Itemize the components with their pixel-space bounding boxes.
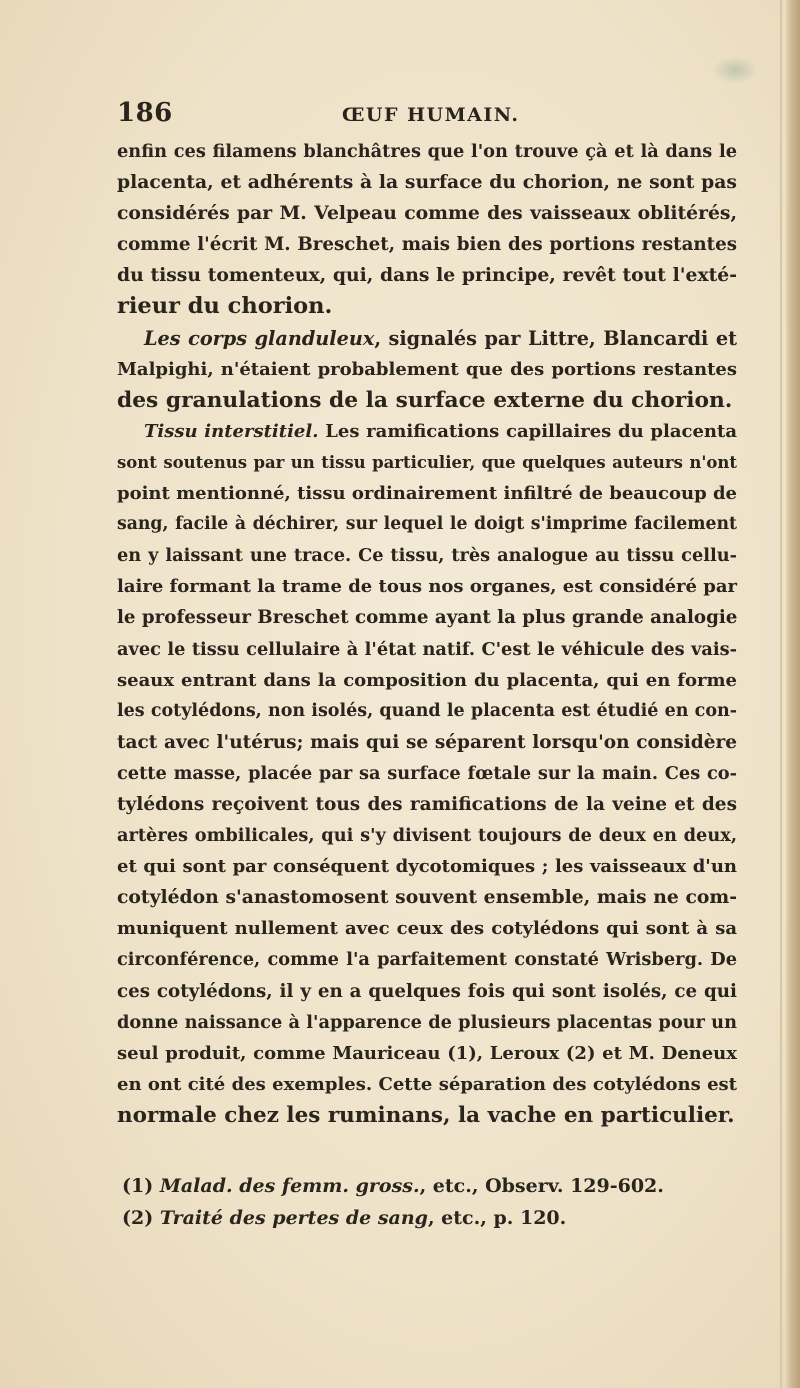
italic-lead: Les corps glanduleux <box>144 326 375 350</box>
text-line: les cotylédons, non isolés, quand le placenta est étudié en con- <box>117 700 737 721</box>
footnote-marker: (2) <box>122 1207 154 1229</box>
text-line: en ont cité des exemples. Cette séparation des cotylédons est <box>117 1073 737 1095</box>
text-line: donne naissance à l'apparence de plusieurs placentas pour un <box>117 1011 737 1033</box>
text-line: seul produit, comme Mauriceau (1), Leroux (2) et M. Deneux <box>117 1042 737 1064</box>
text-line: considérés par M. Velpeau comme des vaisseaux oblitérés, <box>117 202 737 225</box>
paragraph-first-line <box>117 323 737 354</box>
page-edge-line <box>780 0 782 1388</box>
text-line: point mentionné, tissu ordinairement infiltré de beaucoup de <box>117 483 737 505</box>
line-rest: , signalés par Littre, Blancardi et <box>374 326 737 350</box>
text-line: du tissu tomenteux, qui, dans le principe, revêt tout l'exté- <box>117 264 737 287</box>
text-line: ces cotylédons, il y en a quelques fois qui sont isolés, ce qui <box>117 980 737 1002</box>
text-line: sang, facile à déchirer, sur lequel le doigt s'imprime facilement <box>117 514 737 535</box>
footnote-title: Traité des pertes de sang <box>159 1207 428 1229</box>
text-line: avec le tissu cellulaire à l'état natif. C'est le véhicule des vais- <box>117 638 737 660</box>
text-line: muniquent nullement avec ceux des cotylédons qui sont à sa <box>117 918 737 940</box>
text-line: tylédons reçoivent tous des ramifications de la veine et des <box>117 793 737 815</box>
footnote <box>122 1170 664 1202</box>
text-line: cette masse, placée par sa surface fœtale sur la main. Ces co- <box>117 762 737 784</box>
page-header <box>117 98 747 138</box>
paper-stain <box>712 56 758 84</box>
paragraph-first-line <box>117 416 737 447</box>
running-title: ŒUF HUMAIN. <box>342 104 520 126</box>
text-line: rieur du chorion. <box>117 293 333 320</box>
line-rest: Les ramifications capillaires du placenta <box>318 420 737 442</box>
footnote <box>122 1202 622 1234</box>
text-line: artères ombilicales, qui s'y divisent toujours de deux en deux, <box>117 825 737 847</box>
footnote-rest: , etc., p. 120. <box>427 1207 567 1229</box>
text-line: tact avec l'utérus; mais qui se séparent lorsqu'on considère <box>117 731 737 753</box>
text-line: le professeur Breschet comme ayant la plus grande analogie <box>117 607 738 629</box>
text-line: comme l'écrit M. Breschet, mais bien des portions restantes <box>117 234 737 256</box>
text-line: cotylédon s'anastomosent souvent ensemble, mais ne com- <box>117 886 737 909</box>
text-line: circonférence, comme l'a parfaitement constaté Wrisberg. De <box>117 949 737 971</box>
text-line: et qui sont par conséquent dycotomiques ; les vaisseaux d'un <box>117 856 737 878</box>
text-line: des granulations de la surface externe du chorion. <box>117 387 733 413</box>
text-line: Malpighi, n'étaient probablement que des portions restantes <box>117 358 737 380</box>
text-line: seaux entrant dans la composition du placenta, qui en forme <box>117 669 737 691</box>
body-text <box>117 136 737 1131</box>
text-line: placenta, et adhérents à la surface du chorion, ne sont pas <box>117 171 737 194</box>
italic-lead: Tissu interstitiel. <box>144 420 319 442</box>
page-edge <box>786 0 800 1388</box>
footnotes <box>122 1170 664 1234</box>
text-line: enfin ces filamens blanchâtres que l'on trouve çà et là dans le <box>117 141 737 162</box>
text-line: laire formant la trame de tous nos organes, est considéré par <box>117 576 737 598</box>
text-line: en y laissant une trace. Ce tissu, très analogue au tissu cellu- <box>117 545 737 567</box>
footnote-rest: , etc., Observ. 129-602. <box>419 1175 664 1197</box>
text-line: normale chez les ruminans, la vache en particulier. <box>117 1102 735 1128</box>
footnote-marker: (1) <box>122 1175 154 1197</box>
text-line: sont soutenus par un tissu particulier, que quelques auteurs n'ont <box>117 452 737 472</box>
page-number: 186 <box>117 98 173 128</box>
footnote-title: Malad. des femm. gross. <box>159 1175 420 1197</box>
